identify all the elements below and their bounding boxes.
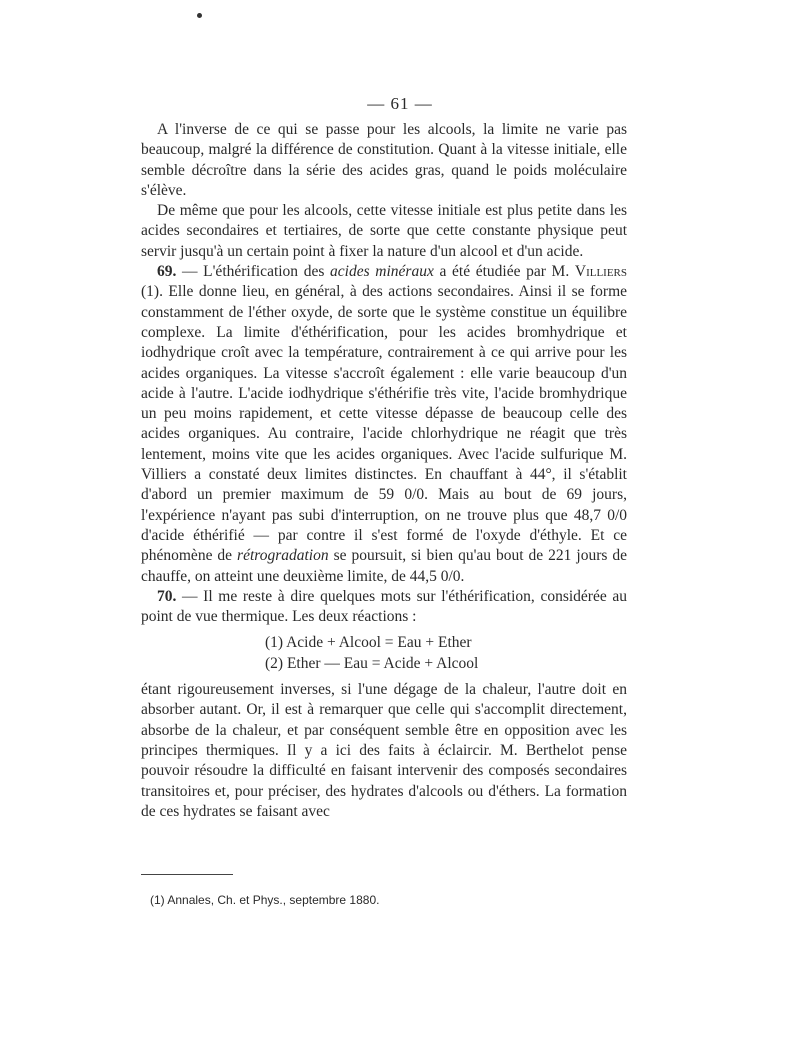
paragraph-69: [141, 262, 627, 587]
paragraph-69-text-a: — L'éthérification des: [176, 263, 331, 281]
paragraph-70-text: — Il me reste à dire quelques mots sur l'éthérification, considérée au point de vue thermique. Les deux réactions :: [141, 587, 627, 626]
ink-speck: [197, 13, 202, 18]
section-number-70: 70.: [157, 587, 177, 605]
reaction-formulas: [265, 633, 627, 674]
paragraph-5: étant rigoureusement inverses, si l'une dégage de la chaleur, l'autre doit en absorber autant. Or, il est à remarquer que celle qui s'accomplit directement, absorbe de la chaleur, et par conséquent semble être en opposition avec les principes thermiques. Il y a ici des faits à éclaircir. M. Berthelot pense pouvoir résoudre la difficulté en faisant intervenir des composés secondaires transitoires et, pour préciser, des hydrates d'alcools ou d'éthers. La formation de ces hydrates se faisant avec: [141, 681, 627, 820]
paragraph-1: A l'inverse de ce qui se passe pour les alcools, la limite ne varie pas beaucoup, malgré la différence de constitution. Quant à la vitesse initiale, elle semble décroître dans la série des acides gras, quand le poids moléculaire s'élève.: [141, 121, 627, 199]
section-number-69: 69.: [157, 263, 177, 281]
paragraph-69-text-c: (1). Elle donne lieu, en général, à des actions secondaires. Ainsi il se forme constamment de l'éther oxyde, de sorte que le système constitue un équilibre complexe. La limite d'éthérification, pour les acides bromhydrique et iodhydrique croît avec la température, contrairement à ce qui arrive pour les acides organiques. La vitesse s'accroît également : elle varie beaucoup d'un acide à l'autre. L'acide iodhydrique s'éthérifie très vite, l'acide bromhydrique un peu moins rapidement, et cette vitesse dépasse de beaucoup celle des acides organiques. Au contraire, l'acide chlorhydrique ne réagit que très lentement, moins vite que les acides organiques. Avec l'acide sulfurique M. Villiers a constaté deux limites distinctes. En chauffant à 44°, il s'établit d'abord un premier maximum de 59 0/0. Mais au bout de 69 jours, l'expérience n'ayant pas subi d'interruption, on ne trouve plus que 48,7 0/0 d'acide éthérifié — par contre il s'est formé de l'oxyde d'éthyle. Et ce phénomène de: [141, 283, 627, 565]
footnote: (1) Annales, Ch. et Phys., septembre 1880.: [150, 893, 380, 907]
author-name-villiers: Villiers: [574, 263, 628, 281]
paragraph-2: De même que pour les alcools, cette vitesse initiale est plus petite dans les acides secondaires et tertiaires, de sorte que cette constante physique peut servir jusqu'à un certain point à fixer la nature d'un alcool et d'un acide.: [141, 202, 627, 260]
page-body: [141, 120, 627, 822]
paragraph-69-text-d: se poursuit, si bien qu'au bout de 221 jours de chauffe, on atteint une deuxième limite, de 44,5 0/0.: [141, 547, 627, 585]
page-number: — 61 —: [367, 94, 433, 113]
emphasis-acides-mineraux: acides minéraux: [330, 263, 434, 281]
footnote-rule: [141, 874, 233, 875]
paragraph-70: [141, 587, 627, 628]
emphasis-retrogradation: rétrogradation: [237, 547, 329, 565]
formula-2: (2) Ether — Eau = Acide + Alcool: [265, 654, 479, 672]
paragraph-69-text-b: a été étudiée par M.: [433, 263, 575, 281]
formula-1: (1) Acide + Alcool = Eau + Ether: [265, 634, 472, 652]
